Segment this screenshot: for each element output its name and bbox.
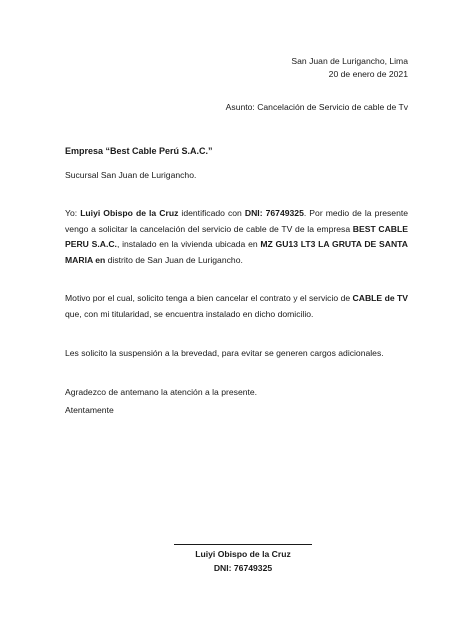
recipient-branch: Sucursal San Juan de Lurigancho.: [65, 170, 197, 180]
yo-word: Yo: [65, 208, 75, 218]
signature-line: [174, 544, 312, 545]
text-segment: Motivo por el cual, solicito tenga a bien cancelar el contrato y el servicio de: [65, 293, 353, 303]
recipient-company: Empresa “Best Cable Perú S.A.C.”: [65, 146, 213, 156]
signature-name: Luiyi Obispo de la Cruz: [195, 549, 291, 559]
paragraph-request: Les solicito la suspensión a la brevedad, para evitar se generen cargos adicionales.: [65, 348, 384, 358]
paragraph-identification: [65, 206, 408, 268]
colon: :: [74, 208, 81, 218]
text-segment: . Por medio de la presente vengo a solicitar la cancelación del servicio de cable de TV de la empresa: [65, 208, 409, 234]
text-segment: que, con mi titularidad, se encuentra instalado en dicho domicilio.: [65, 308, 314, 319]
subject-line: Asunto: Cancelación de Servicio de cable de Tv: [225, 102, 408, 112]
service-name: CABLE de TV: [352, 293, 408, 303]
company-name: BEST CABLE PERU S.A.C.: [65, 223, 408, 249]
paragraph-thanks: Agradezco de antemano la atención a la presente.: [65, 387, 258, 397]
text-segment: , instalado en la vivienda ubicada en: [116, 239, 261, 249]
requester-dni: DNI: 76749325: [244, 208, 304, 218]
text-segment: identificado con: [178, 208, 245, 218]
paragraph-reason: [65, 291, 408, 322]
address: MZ GU13 LT3 LA GRUTA DE SANTA MARIA en: [65, 239, 408, 265]
place-line: San Juan de Lurigancho, Lima: [291, 56, 408, 66]
date-line: 20 de enero de 2021: [328, 69, 408, 79]
text-segment: distrito de San Juan de Lurigancho.: [105, 254, 243, 265]
closing: Atentamente: [65, 405, 114, 415]
requester-name: Luiyi Obispo de la Cruz: [80, 208, 179, 218]
signature-dni: DNI: 76749325: [213, 563, 273, 573]
